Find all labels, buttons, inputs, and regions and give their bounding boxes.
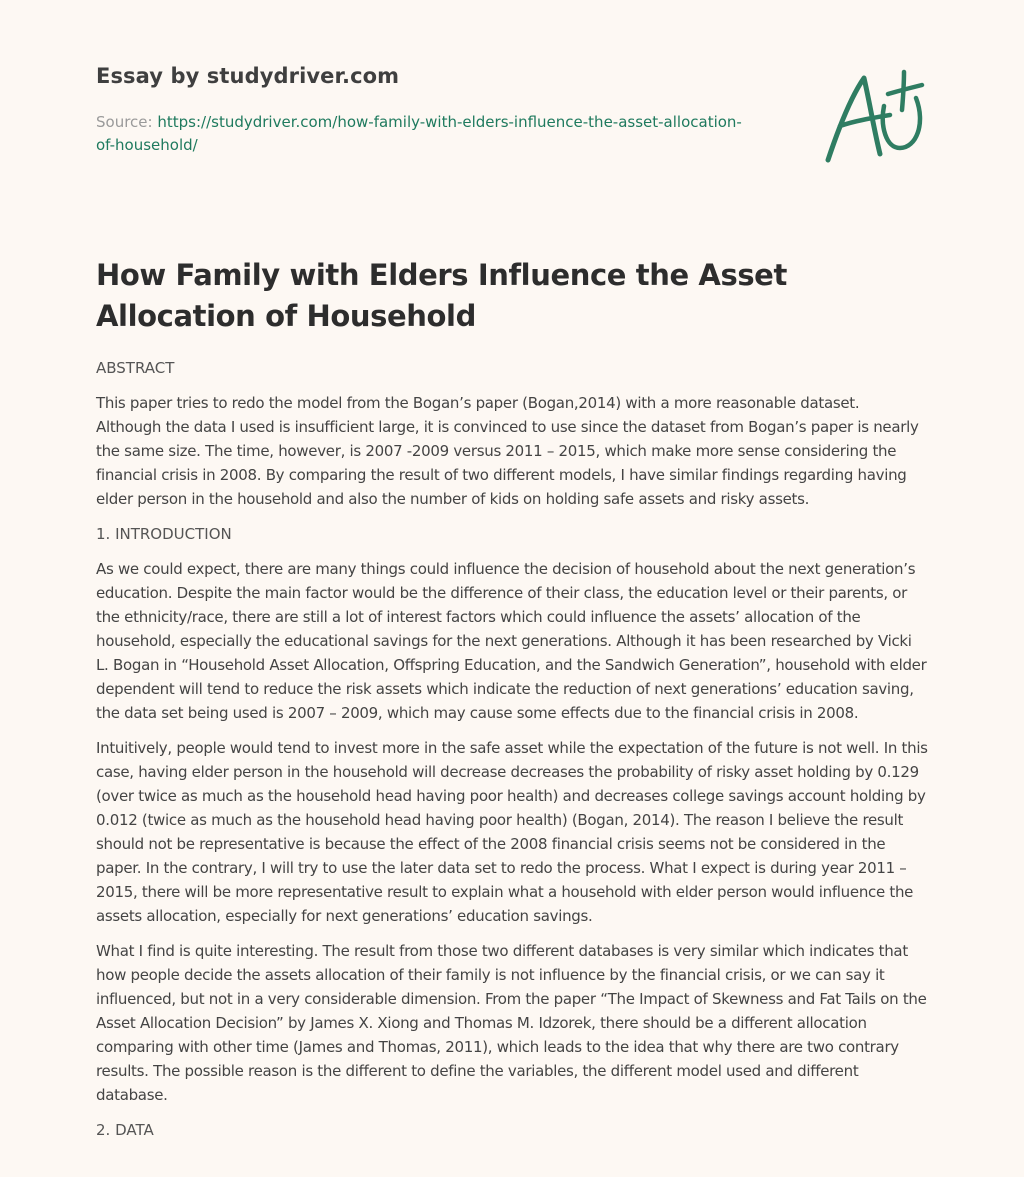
introduction-paragraph: As we could expect, there are many things could influence the decision of household about the next generation’s education. Despite the main factor would be the difference of their class, the education level or their parents, or the ethnicity/race, there are still a lot of interest factors which could influence the assets’ allocation of the household, especially the educational savings for the next generations. Although it has been researched by Vicki L. Bogan in “Household Asset Allocation, Offspring Education, and the Sandwich Generation”, household with elder dependent will tend to reduce the risk assets which indicate the reduction of next generations’ education saving, the data set being used is 2007 – 2009, which may cause some effects due to the financial crisis in 2008. xyxy=(96,560,927,722)
introduction-heading: 1. INTRODUCTION xyxy=(96,525,232,543)
abstract-heading: ABSTRACT xyxy=(96,359,175,377)
introduction-paragraph: Intuitively, people would tend to invest more in the safe asset while the expectation of the future is not well. In this case, having elder person in the household will decrease decreases the probability of risky asset holding by 0.129 (over twice as much as the household head having poor health) and decreases college savings account holding by 0.012 (twice as much as the household head having poor health) (Bogan, 2014). The reason I believe the result should not be representative is because the effect of the 2008 financial crisis seems not be considered in the paper. In the contrary, I will try to use the later data set to redo the process. What I expect is during year 2011 – 2015, there will be more representative result to explain what a household with elder person would influence the assets allocation, especially for next generations’ education savings. xyxy=(96,739,928,925)
source-link[interactable]: https://studydriver.com/how-family-with-elders-influence-the-asset-allocation-of-household/ xyxy=(96,113,742,154)
abstract-paragraph: This paper tries to redo the model from the Bogan’s paper (Bogan,2014) with a more reasonable dataset. Although the data I used is insufficient large, it is convinced to use since the dataset from Bogan’s paper is nearly the same size. The time, however, is 2007 -2009 versus 2011 – 2015, which make more sense considering the financial crisis in 2008. By comparing the result of two different models, I have similar findings regarding having elder person in the household and also the number of kids on holding safe assets and risky assets. xyxy=(96,394,919,508)
essay-title: How Family with Elders Influence the Asset Allocation of Household xyxy=(96,258,787,333)
data-heading: 2. DATA xyxy=(96,1121,154,1139)
source-line xyxy=(96,111,756,157)
a-plus-logo-icon xyxy=(824,68,928,166)
introduction-paragraph: What I find is quite interesting. The result from those two different databases is very similar which indicates that how people decide the assets allocation of their family is not influence by the financial crisis, or we can say it influenced, but not in a very considerable dimension. From the paper “The Impact of Skewness and Fat Tails on the Asset Allocation Decision” by James X. Xiong and Thomas M. Idzorek, there should be a different allocation comparing with other time (James and Thomas, 2011), which leads to the idea that why there are two contrary results. The possible reason is the different to define the variables, the different model used and different database. xyxy=(96,942,927,1104)
essay-body xyxy=(96,356,928,1153)
source-label: Source: xyxy=(96,113,153,131)
site-brand: Essay by studydriver.com xyxy=(96,64,400,88)
